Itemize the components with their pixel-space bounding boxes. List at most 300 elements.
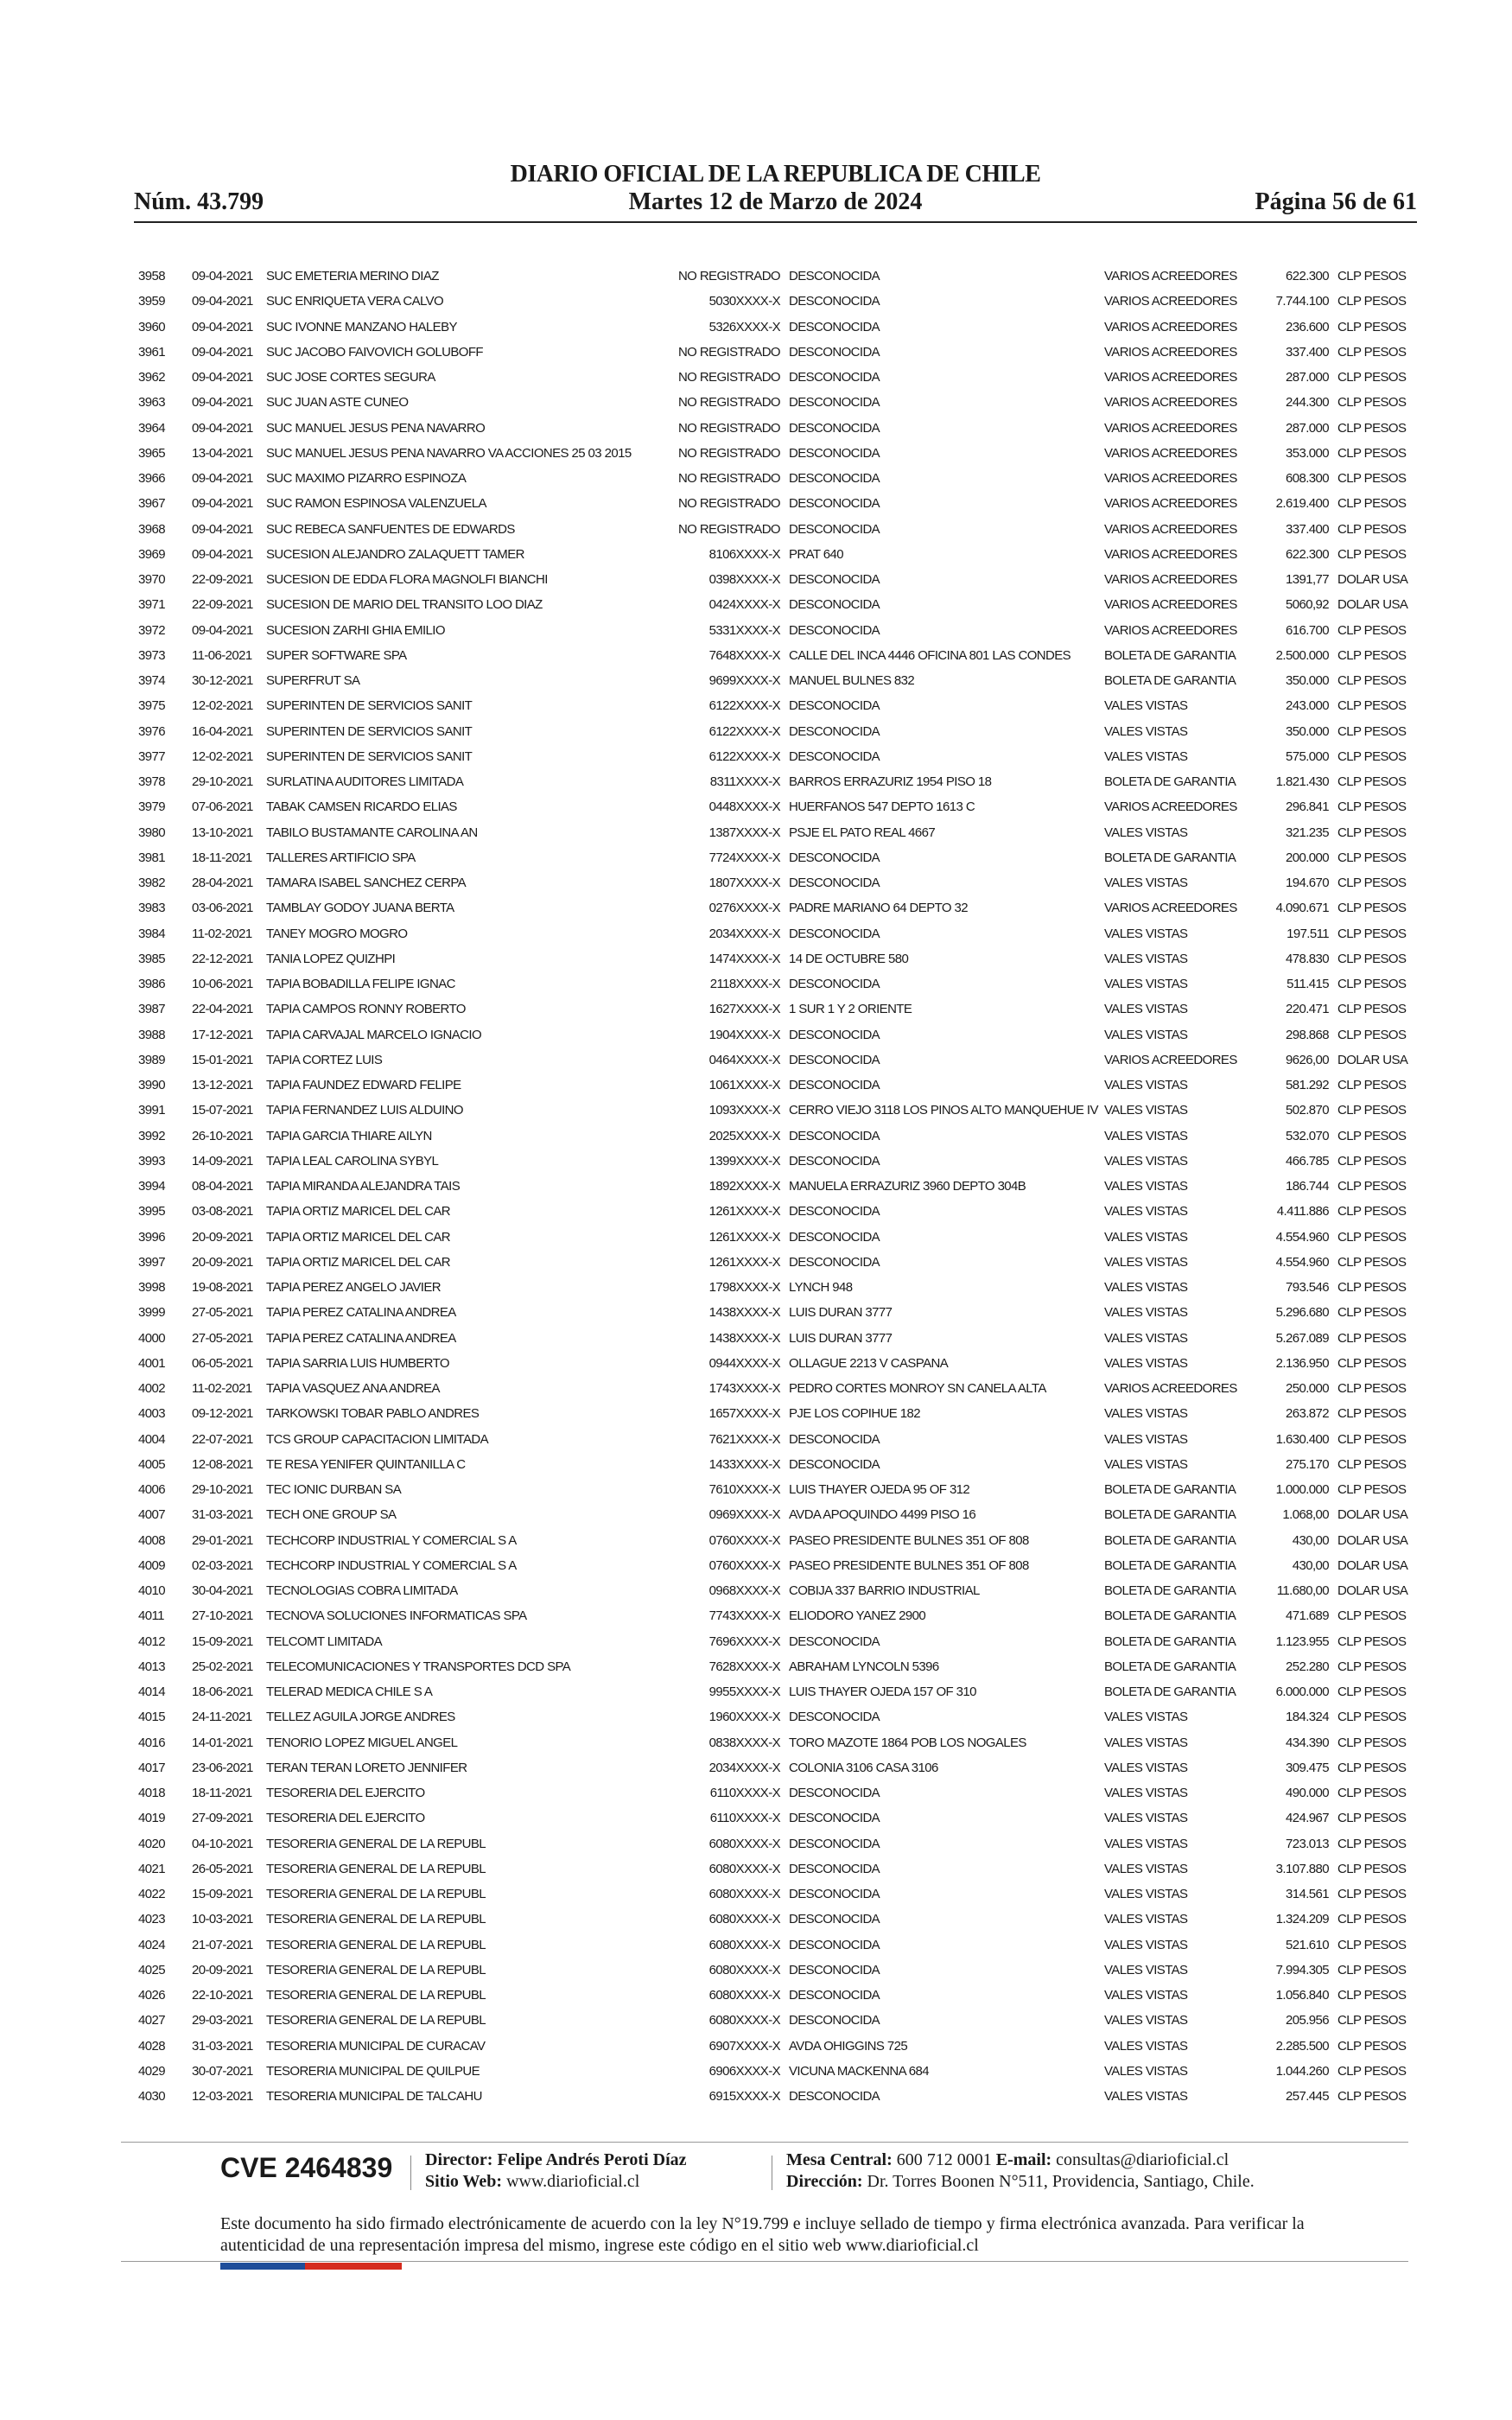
director-label: Director: [425,2150,493,2169]
record-currency: CLP PESOS [1337,1659,1407,1674]
record-name: TALLERES ARTIFICIO SPA [266,850,416,865]
table-row [138,1149,1408,1174]
record-number: 3997 [138,1254,165,1270]
record-address: 1 SUR 1 Y 2 ORIENTE [789,1002,912,1017]
record-name: SUPERINTEN DE SERVICIOS SANIT [266,698,473,714]
address-value: Dr. Torres Boonen N°511, Providencia, Santiago, Chile. [867,2172,1255,2191]
record-address: DESCONOCIDA [789,2089,880,2105]
record-amount: 4.554.960 [1275,1229,1329,1245]
record-currency: CLP PESOS [1337,723,1407,739]
record-amount: 466.785 [1285,1153,1329,1169]
record-date: 14-01-2021 [192,1735,253,1750]
table-row [138,1098,1408,1123]
record-amount: 353.000 [1285,445,1329,461]
record-date: 10-06-2021 [192,977,253,992]
record-amount: 194.670 [1285,876,1329,891]
record-number: 3970 [138,572,165,588]
table-row [138,1022,1408,1048]
record-rut: 1061XXXX-X [708,1078,780,1093]
record-currency: CLP PESOS [1337,2089,1407,2105]
record-date: 30-07-2021 [192,2063,253,2079]
record-address: TORO MAZOTE 1864 POB LOS NOGALES [789,1735,1026,1750]
record-address: DESCONOCIDA [789,1861,880,1876]
record-type: BOLETA DE GARANTIA [1104,1507,1236,1523]
table-row [138,1704,1408,1729]
record-name: SUCESION ZARHI GHIA EMILIO [266,622,445,638]
record-name: TAPIA PEREZ CATALINA ANDREA [266,1305,456,1321]
table-row [138,820,1408,845]
record-rut: NO REGISTRADO [677,521,780,537]
record-rut: NO REGISTRADO [677,395,780,411]
record-date: 22-10-2021 [192,1988,253,2003]
record-type: VARIOS ACREEDORES [1104,370,1237,385]
record-currency: CLP PESOS [1337,1912,1407,1927]
record-number: 4012 [138,1634,165,1649]
record-rut: 2118XXXX-X [709,977,780,992]
record-number: 4027 [138,2013,165,2028]
record-rut: 6080XXXX-X [708,1887,780,1902]
record-address: DESCONOCIDA [789,1937,880,1952]
record-date: 09-12-2021 [192,1406,253,1422]
record-currency: CLP PESOS [1337,1204,1407,1220]
record-address: HUERFANOS 547 DEPTO 1613 C [789,799,975,815]
table-row [138,2034,1408,2059]
record-rut: 6110XXXX-X [709,1786,780,1801]
record-amount: 350.000 [1285,723,1329,739]
record-date: 26-05-2021 [192,1861,253,1876]
record-number: 4024 [138,1937,165,1952]
record-type: VARIOS ACREEDORES [1104,269,1237,284]
table-row [138,1300,1408,1325]
record-number: 3998 [138,1280,165,1296]
table-row [138,1629,1408,1654]
record-amount: 314.561 [1285,1887,1329,1902]
record-date: 09-04-2021 [192,622,253,638]
contact-block [786,2149,1255,2193]
record-amount: 3.107.880 [1275,1861,1329,1876]
record-currency: CLP PESOS [1337,294,1407,309]
record-address: PJE LOS COPIHUE 182 [789,1406,920,1422]
record-address: DESCONOCIDA [789,319,880,334]
record-rut: 6080XXXX-X [708,1861,780,1876]
table-row [138,1199,1408,1224]
flag-red-segment [305,2263,402,2270]
record-name: TESORERIA MUNICIPAL DE CURACAV [266,2038,486,2054]
record-address: DESCONOCIDA [789,850,880,865]
record-currency: CLP PESOS [1337,1103,1407,1118]
record-date: 09-04-2021 [192,344,253,360]
record-address: DESCONOCIDA [789,748,880,764]
record-currency: CLP PESOS [1337,1887,1407,1902]
record-amount: 478.830 [1285,951,1329,966]
record-name: TELERAD MEDICA CHILE S A [266,1684,433,1700]
record-currency: CLP PESOS [1337,799,1407,815]
record-rut: 7696XXXX-X [708,1634,780,1649]
record-name: TESORERIA GENERAL DE LA REPUBL [266,1937,486,1952]
record-address: DESCONOCIDA [789,1078,880,1093]
record-address: DESCONOCIDA [789,698,880,714]
table-row [138,845,1408,870]
record-currency: CLP PESOS [1337,1305,1407,1321]
record-currency: CLP PESOS [1337,471,1407,487]
record-address: DESCONOCIDA [789,269,880,284]
director-block [425,2149,687,2193]
record-rut: 5326XXXX-X [708,319,780,334]
record-type: VALES VISTAS [1104,977,1188,992]
record-currency: CLP PESOS [1337,1229,1407,1245]
record-rut: 5331XXXX-X [708,622,780,638]
record-rut: 1798XXXX-X [708,1280,780,1296]
record-date: 27-10-2021 [192,1608,253,1624]
record-date: 23-06-2021 [192,1760,253,1775]
record-name: SUC ENRIQUETA VERA CALVO [266,294,444,309]
record-type: VALES VISTAS [1104,1786,1188,1801]
table-row [138,517,1408,542]
record-amount: 532.070 [1285,1128,1329,1143]
record-currency: CLP PESOS [1337,420,1407,436]
record-currency: CLP PESOS [1337,1002,1407,1017]
page-indicator: Página 56 de 61 [1255,188,1417,215]
record-amount: 471.689 [1285,1608,1329,1624]
record-currency: CLP PESOS [1337,2063,1407,2079]
record-address: DESCONOCIDA [789,445,880,461]
record-currency: DOLAR USA [1337,572,1408,588]
record-amount: 337.400 [1285,521,1329,537]
record-amount: 252.280 [1285,1659,1329,1674]
record-name: TECH ONE GROUP SA [266,1507,397,1523]
record-amount: 622.300 [1285,546,1329,562]
record-date: 12-02-2021 [192,748,253,764]
record-number: 3991 [138,1103,165,1118]
record-date: 10-03-2021 [192,1912,253,1927]
website-label: Sitio Web: [425,2172,503,2191]
record-date: 31-03-2021 [192,1507,253,1523]
record-address: DESCONOCIDA [789,723,880,739]
record-currency: CLP PESOS [1337,1861,1407,1876]
record-rut: 1399XXXX-X [708,1153,780,1169]
record-currency: CLP PESOS [1337,926,1407,941]
record-amount: 1.044.260 [1275,2063,1329,2079]
record-rut: 0448XXXX-X [708,799,780,815]
record-currency: CLP PESOS [1337,1608,1407,1624]
record-date: 15-07-2021 [192,1103,253,1118]
record-address: LUIS THAYER OJEDA 157 OF 310 [789,1684,976,1700]
table-row [138,769,1408,794]
record-currency: CLP PESOS [1337,1330,1407,1346]
table-row [138,1250,1408,1275]
mesa-phone: 600 712 0001 [896,2150,992,2169]
record-amount: 490.000 [1285,1786,1329,1801]
record-amount: 424.967 [1285,1811,1329,1826]
record-number: 3958 [138,269,165,284]
record-rut: 0398XXXX-X [708,572,780,588]
record-type: VALES VISTAS [1104,1002,1188,1017]
record-number: 4011 [138,1608,164,1624]
record-date: 22-07-2021 [192,1431,253,1447]
record-type: VALES VISTAS [1104,1811,1188,1826]
record-rut: 1433XXXX-X [708,1456,780,1472]
record-number: 4014 [138,1684,165,1700]
record-rut: 1807XXXX-X [708,876,780,891]
record-date: 26-10-2021 [192,1128,253,1143]
record-type: VALES VISTAS [1104,1204,1188,1220]
record-type: VALES VISTAS [1104,1937,1188,1952]
record-amount: 1391,77 [1285,572,1329,588]
record-rut: 6110XXXX-X [709,1811,780,1826]
record-name: TAPIA PEREZ CATALINA ANDREA [266,1330,456,1346]
record-address: DESCONOCIDA [789,926,880,941]
record-amount: 1.056.840 [1275,1988,1329,2003]
record-rut: 1261XXXX-X [708,1229,780,1245]
record-rut: 1438XXXX-X [708,1305,780,1321]
record-rut: 6122XXXX-X [708,723,780,739]
table-row [138,2008,1408,2033]
record-currency: CLP PESOS [1337,1962,1407,1977]
record-number: 4015 [138,1710,165,1725]
record-number: 3985 [138,951,165,966]
record-date: 09-04-2021 [192,546,253,562]
record-address: DESCONOCIDA [789,1988,880,2003]
record-date: 09-04-2021 [192,420,253,436]
record-number: 3972 [138,622,165,638]
record-number: 3976 [138,723,165,739]
record-rut: 6080XXXX-X [708,2013,780,2028]
record-address: ELIODORO YANEZ 2900 [789,1608,926,1624]
table-row [138,997,1408,1022]
email-link[interactable]: consultas@diarioficial.cl [1056,2150,1229,2169]
record-name: SUC REBECA SANFUENTES DE EDWARDS [266,521,515,537]
record-type: BOLETA DE GARANTIA [1104,1583,1236,1599]
record-address: ABRAHAM LYNCOLN 5396 [789,1659,939,1674]
record-rut: 7610XXXX-X [708,1482,780,1498]
record-number: 4026 [138,1988,165,2003]
record-type: VALES VISTAS [1104,1760,1188,1775]
issue-number: Núm. 43.799 [134,188,264,215]
record-currency: CLP PESOS [1337,876,1407,891]
table-row [138,264,1408,289]
table-row [138,289,1408,314]
record-date: 22-09-2021 [192,572,253,588]
record-currency: CLP PESOS [1337,344,1407,360]
record-type: VALES VISTAS [1104,1912,1188,1927]
record-number: 3992 [138,1128,165,1143]
record-type: VALES VISTAS [1104,1836,1188,1851]
record-type: VALES VISTAS [1104,1861,1188,1876]
record-name: TAMARA ISABEL SANCHEZ CERPA [266,876,467,891]
flag-blue-segment [220,2263,305,2270]
record-currency: DOLAR USA [1337,1532,1408,1548]
record-amount: 1.821.430 [1275,774,1329,790]
record-date: 19-08-2021 [192,1280,253,1296]
record-address: DESCONOCIDA [789,294,880,309]
record-name: TAPIA FERNANDEZ LUIS ALDUINO [266,1103,463,1118]
record-number: 3995 [138,1204,165,1220]
record-number: 3993 [138,1153,165,1169]
record-amount: 1.000.000 [1275,1482,1329,1498]
table-row [138,1856,1408,1882]
record-number: 3996 [138,1229,165,1245]
table-row [138,1528,1408,1553]
record-date: 07-06-2021 [192,799,253,815]
record-amount: 4.411.886 [1276,1204,1329,1220]
record-rut: 1892XXXX-X [708,1179,780,1194]
record-rut: 7628XXXX-X [708,1659,780,1674]
record-type: BOLETA DE GARANTIA [1104,1608,1236,1624]
record-date: 29-10-2021 [192,1482,253,1498]
record-currency: CLP PESOS [1337,546,1407,562]
record-name: TESORERIA DEL EJERCITO [266,1811,425,1826]
table-row [138,2059,1408,2084]
record-type: VARIOS ACREEDORES [1104,1052,1237,1067]
record-currency: CLP PESOS [1337,1179,1407,1194]
record-currency: DOLAR USA [1337,1507,1408,1523]
header-divider [134,221,1417,223]
record-date: 09-04-2021 [192,370,253,385]
table-row [138,1679,1408,1704]
record-name: TCS GROUP CAPACITACION LIMITADA [266,1431,488,1447]
record-rut: 1960XXXX-X [708,1710,780,1725]
record-amount: 5060,92 [1285,597,1329,613]
record-currency: DOLAR USA [1337,597,1408,613]
record-date: 31-03-2021 [192,2038,253,2054]
record-address: DESCONOCIDA [789,1204,880,1220]
record-amount: 184.324 [1285,1710,1329,1725]
table-row [138,466,1408,491]
address-label: Dirección: [786,2172,863,2191]
record-rut: 7743XXXX-X [708,1608,780,1624]
record-amount: 287.000 [1285,420,1329,436]
record-currency: CLP PESOS [1337,319,1407,334]
table-row [138,643,1408,668]
record-address: LUIS THAYER OJEDA 95 OF 312 [789,1482,970,1498]
record-name: TAPIA VASQUEZ ANA ANDREA [266,1381,440,1397]
table-row [138,441,1408,466]
record-number: 3968 [138,521,165,537]
record-address: DESCONOCIDA [789,876,880,891]
record-date: 12-03-2021 [192,2089,253,2105]
record-amount: 6.000.000 [1275,1684,1329,1700]
record-type: VALES VISTAS [1104,1153,1188,1169]
record-address: AVDA APOQUINDO 4499 PISO 16 [789,1507,976,1523]
record-address: DESCONOCIDA [789,1254,880,1270]
record-rut: 8311XXXX-X [709,774,780,790]
record-name: TAPIA CARVAJAL MARCELO IGNACIO [266,1027,482,1042]
table-row [138,340,1408,365]
record-date: 17-12-2021 [192,1027,253,1042]
table-row [138,1376,1408,1401]
table-row [138,1983,1408,2008]
record-number: 4013 [138,1659,165,1674]
record-name: TAPIA ORTIZ MARICEL DEL CAR [266,1229,451,1245]
record-amount: 511.415 [1286,977,1329,992]
record-type: VARIOS ACREEDORES [1104,1381,1237,1397]
record-currency: CLP PESOS [1337,850,1407,865]
record-currency: DOLAR USA [1337,1583,1408,1599]
table-row [138,542,1408,567]
record-name: TESORERIA GENERAL DE LA REPUBL [266,1861,486,1876]
record-amount: 2.285.500 [1275,2038,1329,2054]
record-name: TESORERIA DEL EJERCITO [266,1786,425,1801]
record-currency: CLP PESOS [1337,1836,1407,1851]
record-number: 3982 [138,876,165,891]
record-name: TAPIA LEAL CAROLINA SYBYL [266,1153,439,1169]
record-address: DESCONOCIDA [789,471,880,487]
record-number: 4018 [138,1786,165,1801]
record-currency: CLP PESOS [1337,1684,1407,1700]
record-address: COLONIA 3106 CASA 3106 [789,1760,938,1775]
record-name: TESORERIA GENERAL DE LA REPUBL [266,1912,486,1927]
record-type: VARIOS ACREEDORES [1104,546,1237,562]
record-currency: CLP PESOS [1337,1937,1407,1952]
records-table-body [138,264,1408,2109]
record-name: TAPIA FAUNDEZ EDWARD FELIPE [266,1078,461,1093]
record-date: 18-06-2021 [192,1684,253,1700]
record-name: TELECOMUNICACIONES Y TRANSPORTES DCD SPA [266,1659,571,1674]
website-link[interactable]: www.diarioficial.cl [506,2172,640,2191]
record-number: 4025 [138,1962,165,1977]
record-name: SUC JUAN ASTE CUNEO [266,395,409,411]
record-number: 4028 [138,2038,165,2054]
record-currency: CLP PESOS [1337,774,1407,790]
record-type: VALES VISTAS [1104,1305,1188,1321]
record-date: 11-06-2021 [192,647,252,663]
table-row [138,2084,1408,2109]
record-rut: 6907XXXX-X [708,2038,780,2054]
record-currency: DOLAR USA [1337,1052,1408,1067]
record-currency: CLP PESOS [1337,673,1407,689]
record-name: TELCOMT LIMITADA [266,1634,383,1649]
record-amount: 11.680,00 [1276,1583,1329,1599]
record-number: 3980 [138,825,165,840]
record-address: OLLAGUE 2213 V CASPANA [789,1355,949,1371]
record-type: VARIOS ACREEDORES [1104,521,1237,537]
record-type: VALES VISTAS [1104,1254,1188,1270]
record-date: 13-04-2021 [192,445,253,461]
record-date: 13-10-2021 [192,825,253,840]
record-rut: NO REGISTRADO [677,445,780,461]
record-rut: 1438XXXX-X [708,1330,780,1346]
record-amount: 186.744 [1285,1179,1329,1194]
record-name: TABAK CAMSEN RICARDO ELIAS [266,799,457,815]
table-row [138,1831,1408,1856]
record-currency: CLP PESOS [1337,1280,1407,1296]
record-rut: 0968XXXX-X [708,1583,780,1599]
record-number: 3977 [138,748,165,764]
record-type: VALES VISTAS [1104,2038,1188,2054]
record-amount: 220.471 [1285,1002,1329,1017]
record-rut: 6080XXXX-X [708,1836,780,1851]
record-date: 15-09-2021 [192,1887,253,1902]
record-type: VALES VISTAS [1104,1988,1188,2003]
record-number: 4001 [138,1355,165,1371]
record-rut: 6080XXXX-X [708,1912,780,1927]
table-row [138,365,1408,390]
record-rut: 0760XXXX-X [708,1557,780,1573]
record-date: 22-09-2021 [192,597,253,613]
record-number: 3960 [138,319,165,334]
record-type: VARIOS ACREEDORES [1104,572,1237,588]
table-row [138,1048,1408,1073]
record-type: VALES VISTAS [1104,748,1188,764]
record-type: VALES VISTAS [1104,1735,1188,1750]
record-number: 4020 [138,1836,165,1851]
record-amount: 257.445 [1285,2089,1329,2105]
record-name: TAPIA CAMPOS RONNY ROBERTO [266,1002,466,1017]
record-address: DESCONOCIDA [789,1431,880,1447]
record-currency: CLP PESOS [1337,748,1407,764]
record-number: 4016 [138,1735,165,1750]
record-currency: CLP PESOS [1337,901,1407,916]
